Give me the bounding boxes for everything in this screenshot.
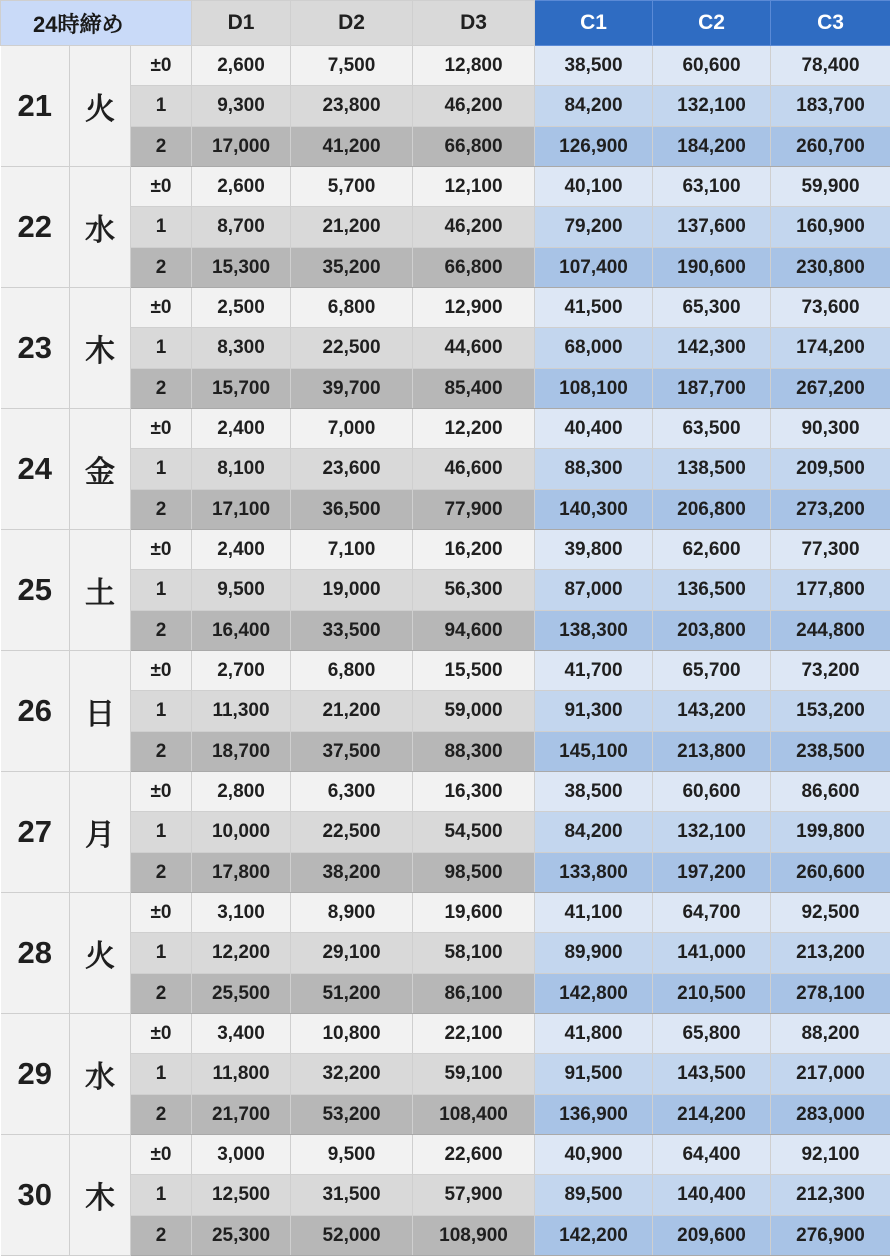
value-cell-d3: 57,900 xyxy=(413,1175,535,1216)
weekday-label: 水 xyxy=(70,1014,131,1135)
value-cell-c1: 108,100 xyxy=(535,369,653,409)
value-cell-d1: 15,700 xyxy=(192,369,291,409)
weekday-label: 水 xyxy=(70,167,131,288)
offset-label: 2 xyxy=(131,490,192,530)
value-cell-c2: 65,800 xyxy=(653,1014,771,1054)
value-cell-d1: 3,000 xyxy=(192,1135,291,1175)
value-cell-c1: 40,900 xyxy=(535,1135,653,1175)
value-cell-d1: 25,500 xyxy=(192,974,291,1014)
value-cell-c1: 41,500 xyxy=(535,288,653,328)
offset-label: ±0 xyxy=(131,1014,192,1054)
value-cell-d2: 7,000 xyxy=(291,409,413,449)
corner-label: 24時締め xyxy=(1,1,192,46)
value-cell-d3: 12,800 xyxy=(413,46,535,86)
value-cell-c2: 132,100 xyxy=(653,86,771,127)
value-cell-d3: 98,500 xyxy=(413,853,535,893)
value-cell-d3: 108,900 xyxy=(413,1216,535,1256)
table-row xyxy=(1,328,890,369)
table-row xyxy=(1,46,890,86)
value-cell-d3: 58,100 xyxy=(413,933,535,974)
value-cell-d1: 8,100 xyxy=(192,449,291,490)
value-cell-c2: 141,000 xyxy=(653,933,771,974)
weekday-label: 日 xyxy=(70,651,131,772)
value-cell-d1: 9,300 xyxy=(192,86,291,127)
value-cell-d1: 25,300 xyxy=(192,1216,291,1256)
value-cell-c3: 273,200 xyxy=(771,490,890,530)
value-cell-c3: 267,200 xyxy=(771,369,890,409)
value-cell-c1: 142,800 xyxy=(535,974,653,1014)
value-cell-d1: 2,700 xyxy=(192,651,291,691)
value-cell-d3: 46,600 xyxy=(413,449,535,490)
table-row xyxy=(1,1014,890,1054)
weekday-label: 火 xyxy=(70,46,131,167)
offset-label: ±0 xyxy=(131,1135,192,1175)
offset-label: ±0 xyxy=(131,46,192,86)
value-cell-c2: 60,600 xyxy=(653,46,771,86)
value-cell-d1: 12,500 xyxy=(192,1175,291,1216)
offset-label: 2 xyxy=(131,974,192,1014)
value-cell-c1: 133,800 xyxy=(535,853,653,893)
value-cell-d1: 17,800 xyxy=(192,853,291,893)
value-cell-c2: 64,700 xyxy=(653,893,771,933)
value-cell-c3: 88,200 xyxy=(771,1014,890,1054)
value-cell-c3: 244,800 xyxy=(771,611,890,651)
value-cell-c1: 91,300 xyxy=(535,691,653,732)
value-cell-c1: 126,900 xyxy=(535,127,653,167)
value-cell-c2: 63,500 xyxy=(653,409,771,449)
value-cell-d2: 29,100 xyxy=(291,933,413,974)
value-cell-d3: 12,900 xyxy=(413,288,535,328)
weekday-label: 月 xyxy=(70,772,131,893)
table-row xyxy=(1,288,890,328)
offset-label: 2 xyxy=(131,611,192,651)
table-row xyxy=(1,611,890,651)
table-row xyxy=(1,207,890,248)
value-cell-d2: 39,700 xyxy=(291,369,413,409)
value-cell-c3: 217,000 xyxy=(771,1054,890,1095)
table-row xyxy=(1,127,890,167)
value-cell-c3: 73,600 xyxy=(771,288,890,328)
table-row xyxy=(1,853,890,893)
value-cell-d2: 36,500 xyxy=(291,490,413,530)
offset-label: 2 xyxy=(131,853,192,893)
table-row xyxy=(1,530,890,570)
offset-label: 2 xyxy=(131,732,192,772)
value-cell-c1: 68,000 xyxy=(535,328,653,369)
value-cell-c2: 209,600 xyxy=(653,1216,771,1256)
value-cell-d3: 16,200 xyxy=(413,530,535,570)
value-cell-d3: 66,800 xyxy=(413,127,535,167)
value-cell-c1: 142,200 xyxy=(535,1216,653,1256)
value-cell-c3: 90,300 xyxy=(771,409,890,449)
offset-label: 1 xyxy=(131,1054,192,1095)
weekday-label: 金 xyxy=(70,409,131,530)
value-cell-d3: 66,800 xyxy=(413,248,535,288)
day-number: 23 xyxy=(1,288,70,409)
day-number: 28 xyxy=(1,893,70,1014)
value-cell-d1: 10,000 xyxy=(192,812,291,853)
value-cell-d1: 17,000 xyxy=(192,127,291,167)
value-cell-d2: 21,200 xyxy=(291,691,413,732)
table-row xyxy=(1,812,890,853)
value-cell-c2: 60,600 xyxy=(653,772,771,812)
offset-label: ±0 xyxy=(131,772,192,812)
table-row xyxy=(1,449,890,490)
value-cell-d1: 2,800 xyxy=(192,772,291,812)
table-row xyxy=(1,490,890,530)
value-cell-c2: 62,600 xyxy=(653,530,771,570)
column-header-d1: D1 xyxy=(192,1,291,46)
value-cell-d3: 108,400 xyxy=(413,1095,535,1135)
value-cell-c2: 65,300 xyxy=(653,288,771,328)
offset-label: 1 xyxy=(131,328,192,369)
value-cell-c3: 260,700 xyxy=(771,127,890,167)
value-cell-d1: 16,400 xyxy=(192,611,291,651)
offset-label: 1 xyxy=(131,449,192,490)
value-cell-d3: 16,300 xyxy=(413,772,535,812)
value-cell-d3: 46,200 xyxy=(413,207,535,248)
value-cell-d2: 8,900 xyxy=(291,893,413,933)
offset-label: 1 xyxy=(131,691,192,732)
value-cell-d1: 2,600 xyxy=(192,46,291,86)
value-cell-c3: 213,200 xyxy=(771,933,890,974)
value-cell-d3: 85,400 xyxy=(413,369,535,409)
value-cell-c3: 209,500 xyxy=(771,449,890,490)
table-row xyxy=(1,651,890,691)
day-number: 25 xyxy=(1,530,70,651)
value-cell-d3: 88,300 xyxy=(413,732,535,772)
value-cell-d1: 2,400 xyxy=(192,409,291,449)
value-cell-c3: 174,200 xyxy=(771,328,890,369)
value-cell-d2: 6,800 xyxy=(291,651,413,691)
offset-label: 1 xyxy=(131,1175,192,1216)
value-cell-c1: 41,100 xyxy=(535,893,653,933)
value-cell-c3: 260,600 xyxy=(771,853,890,893)
value-cell-c1: 39,800 xyxy=(535,530,653,570)
value-cell-d1: 8,700 xyxy=(192,207,291,248)
offset-label: ±0 xyxy=(131,409,192,449)
value-cell-d3: 22,600 xyxy=(413,1135,535,1175)
offset-label: ±0 xyxy=(131,651,192,691)
value-cell-d2: 33,500 xyxy=(291,611,413,651)
day-number: 29 xyxy=(1,1014,70,1135)
value-cell-c1: 138,300 xyxy=(535,611,653,651)
value-cell-d1: 2,500 xyxy=(192,288,291,328)
value-cell-d2: 22,500 xyxy=(291,812,413,853)
value-cell-c1: 87,000 xyxy=(535,570,653,611)
value-cell-c2: 197,200 xyxy=(653,853,771,893)
table-row xyxy=(1,1095,890,1135)
value-cell-c2: 203,800 xyxy=(653,611,771,651)
offset-label: 1 xyxy=(131,570,192,611)
column-header-c2: C2 xyxy=(653,1,771,46)
value-cell-d1: 12,200 xyxy=(192,933,291,974)
weekday-label: 木 xyxy=(70,1135,131,1256)
table-row xyxy=(1,974,890,1014)
value-cell-c3: 183,700 xyxy=(771,86,890,127)
weekday-label: 火 xyxy=(70,893,131,1014)
value-cell-d3: 12,200 xyxy=(413,409,535,449)
table-row xyxy=(1,86,890,127)
value-cell-c1: 140,300 xyxy=(535,490,653,530)
value-cell-d3: 77,900 xyxy=(413,490,535,530)
value-cell-c3: 73,200 xyxy=(771,651,890,691)
value-cell-d2: 37,500 xyxy=(291,732,413,772)
table-row xyxy=(1,691,890,732)
value-cell-c3: 230,800 xyxy=(771,248,890,288)
value-cell-c3: 59,900 xyxy=(771,167,890,207)
value-cell-c1: 136,900 xyxy=(535,1095,653,1135)
value-cell-c2: 187,700 xyxy=(653,369,771,409)
value-cell-c2: 184,200 xyxy=(653,127,771,167)
value-cell-c2: 190,600 xyxy=(653,248,771,288)
value-cell-c1: 84,200 xyxy=(535,812,653,853)
value-cell-d1: 9,500 xyxy=(192,570,291,611)
table-row xyxy=(1,369,890,409)
value-cell-d1: 15,300 xyxy=(192,248,291,288)
value-cell-d2: 7,500 xyxy=(291,46,413,86)
value-cell-d2: 6,300 xyxy=(291,772,413,812)
offset-label: 2 xyxy=(131,248,192,288)
value-cell-c3: 212,300 xyxy=(771,1175,890,1216)
value-cell-d3: 15,500 xyxy=(413,651,535,691)
value-cell-d3: 19,600 xyxy=(413,893,535,933)
column-header-c1: C1 xyxy=(535,1,653,46)
value-cell-d2: 38,200 xyxy=(291,853,413,893)
value-cell-d1: 11,300 xyxy=(192,691,291,732)
value-cell-d2: 32,200 xyxy=(291,1054,413,1095)
value-cell-c3: 276,900 xyxy=(771,1216,890,1256)
value-cell-d1: 18,700 xyxy=(192,732,291,772)
value-cell-c2: 137,600 xyxy=(653,207,771,248)
value-cell-c3: 278,100 xyxy=(771,974,890,1014)
value-cell-c2: 132,100 xyxy=(653,812,771,853)
column-header-c3: C3 xyxy=(771,1,890,46)
offset-label: 2 xyxy=(131,127,192,167)
value-cell-c3: 160,900 xyxy=(771,207,890,248)
offset-label: ±0 xyxy=(131,167,192,207)
value-cell-d3: 44,600 xyxy=(413,328,535,369)
value-cell-c1: 40,100 xyxy=(535,167,653,207)
value-cell-d2: 6,800 xyxy=(291,288,413,328)
value-cell-c1: 79,200 xyxy=(535,207,653,248)
value-cell-d2: 41,200 xyxy=(291,127,413,167)
table-row xyxy=(1,570,890,611)
day-number: 24 xyxy=(1,409,70,530)
value-cell-c1: 41,700 xyxy=(535,651,653,691)
value-cell-d3: 46,200 xyxy=(413,86,535,127)
value-cell-d2: 19,000 xyxy=(291,570,413,611)
offset-label: 1 xyxy=(131,207,192,248)
value-cell-c1: 40,400 xyxy=(535,409,653,449)
value-cell-c2: 143,500 xyxy=(653,1054,771,1095)
value-cell-c3: 92,100 xyxy=(771,1135,890,1175)
day-number: 27 xyxy=(1,772,70,893)
value-cell-d1: 2,600 xyxy=(192,167,291,207)
value-cell-c1: 145,100 xyxy=(535,732,653,772)
value-cell-d1: 17,100 xyxy=(192,490,291,530)
value-cell-c1: 88,300 xyxy=(535,449,653,490)
value-cell-c2: 214,200 xyxy=(653,1095,771,1135)
value-cell-d2: 7,100 xyxy=(291,530,413,570)
weekday-label: 土 xyxy=(70,530,131,651)
day-number: 26 xyxy=(1,651,70,772)
value-cell-d1: 21,700 xyxy=(192,1095,291,1135)
day-number: 22 xyxy=(1,167,70,288)
value-cell-d2: 22,500 xyxy=(291,328,413,369)
value-cell-c3: 199,800 xyxy=(771,812,890,853)
table-row xyxy=(1,409,890,449)
value-cell-d2: 35,200 xyxy=(291,248,413,288)
table-row xyxy=(1,933,890,974)
value-cell-d3: 54,500 xyxy=(413,812,535,853)
column-header-d3: D3 xyxy=(413,1,535,46)
value-cell-c2: 206,800 xyxy=(653,490,771,530)
value-cell-c3: 153,200 xyxy=(771,691,890,732)
table-row xyxy=(1,167,890,207)
offset-label: 1 xyxy=(131,812,192,853)
value-cell-d2: 10,800 xyxy=(291,1014,413,1054)
value-cell-c1: 89,900 xyxy=(535,933,653,974)
value-cell-c2: 142,300 xyxy=(653,328,771,369)
value-cell-c2: 65,700 xyxy=(653,651,771,691)
value-cell-d3: 59,000 xyxy=(413,691,535,732)
weekday-label: 木 xyxy=(70,288,131,409)
value-cell-c2: 143,200 xyxy=(653,691,771,732)
value-cell-d2: 5,700 xyxy=(291,167,413,207)
offset-label: 1 xyxy=(131,86,192,127)
value-cell-c2: 138,500 xyxy=(653,449,771,490)
value-cell-d2: 31,500 xyxy=(291,1175,413,1216)
value-cell-c3: 238,500 xyxy=(771,732,890,772)
value-cell-d1: 8,300 xyxy=(192,328,291,369)
table-row xyxy=(1,893,890,933)
value-cell-c1: 84,200 xyxy=(535,86,653,127)
value-cell-c2: 64,400 xyxy=(653,1135,771,1175)
value-cell-d3: 12,100 xyxy=(413,167,535,207)
value-cell-d2: 53,200 xyxy=(291,1095,413,1135)
table-row xyxy=(1,1135,890,1175)
value-cell-c2: 140,400 xyxy=(653,1175,771,1216)
value-cell-d1: 11,800 xyxy=(192,1054,291,1095)
table-row xyxy=(1,732,890,772)
value-cell-d2: 23,800 xyxy=(291,86,413,127)
value-cell-c2: 63,100 xyxy=(653,167,771,207)
day-number: 30 xyxy=(1,1135,70,1256)
value-cell-d2: 21,200 xyxy=(291,207,413,248)
offset-label: 2 xyxy=(131,1095,192,1135)
value-cell-d3: 86,100 xyxy=(413,974,535,1014)
value-cell-d1: 3,100 xyxy=(192,893,291,933)
value-cell-d2: 9,500 xyxy=(291,1135,413,1175)
value-cell-c3: 78,400 xyxy=(771,46,890,86)
value-cell-c1: 38,500 xyxy=(535,772,653,812)
day-number: 21 xyxy=(1,46,70,167)
value-cell-c2: 136,500 xyxy=(653,570,771,611)
offset-label: 1 xyxy=(131,933,192,974)
value-cell-d3: 22,100 xyxy=(413,1014,535,1054)
table-body xyxy=(1,46,890,1256)
value-cell-c2: 213,800 xyxy=(653,732,771,772)
table-row xyxy=(1,772,890,812)
value-cell-c1: 41,800 xyxy=(535,1014,653,1054)
value-cell-c2: 210,500 xyxy=(653,974,771,1014)
value-cell-c3: 92,500 xyxy=(771,893,890,933)
table-row xyxy=(1,248,890,288)
value-cell-d1: 2,400 xyxy=(192,530,291,570)
value-cell-c3: 283,000 xyxy=(771,1095,890,1135)
table-row xyxy=(1,1175,890,1216)
value-cell-c1: 91,500 xyxy=(535,1054,653,1095)
value-cell-c3: 177,800 xyxy=(771,570,890,611)
column-header-d2: D2 xyxy=(291,1,413,46)
value-cell-d3: 59,100 xyxy=(413,1054,535,1095)
value-cell-c3: 86,600 xyxy=(771,772,890,812)
value-cell-c3: 77,300 xyxy=(771,530,890,570)
value-cell-d2: 52,000 xyxy=(291,1216,413,1256)
value-cell-d3: 56,300 xyxy=(413,570,535,611)
offset-label: ±0 xyxy=(131,288,192,328)
header-row xyxy=(1,1,890,46)
value-cell-c1: 89,500 xyxy=(535,1175,653,1216)
value-cell-d2: 23,600 xyxy=(291,449,413,490)
offset-label: 2 xyxy=(131,1216,192,1256)
value-cell-d2: 51,200 xyxy=(291,974,413,1014)
offset-label: ±0 xyxy=(131,530,192,570)
offset-label: 2 xyxy=(131,369,192,409)
table-row xyxy=(1,1054,890,1095)
value-cell-d3: 94,600 xyxy=(413,611,535,651)
value-cell-c1: 38,500 xyxy=(535,46,653,86)
offset-label: ±0 xyxy=(131,893,192,933)
value-cell-c1: 107,400 xyxy=(535,248,653,288)
value-cell-d1: 3,400 xyxy=(192,1014,291,1054)
